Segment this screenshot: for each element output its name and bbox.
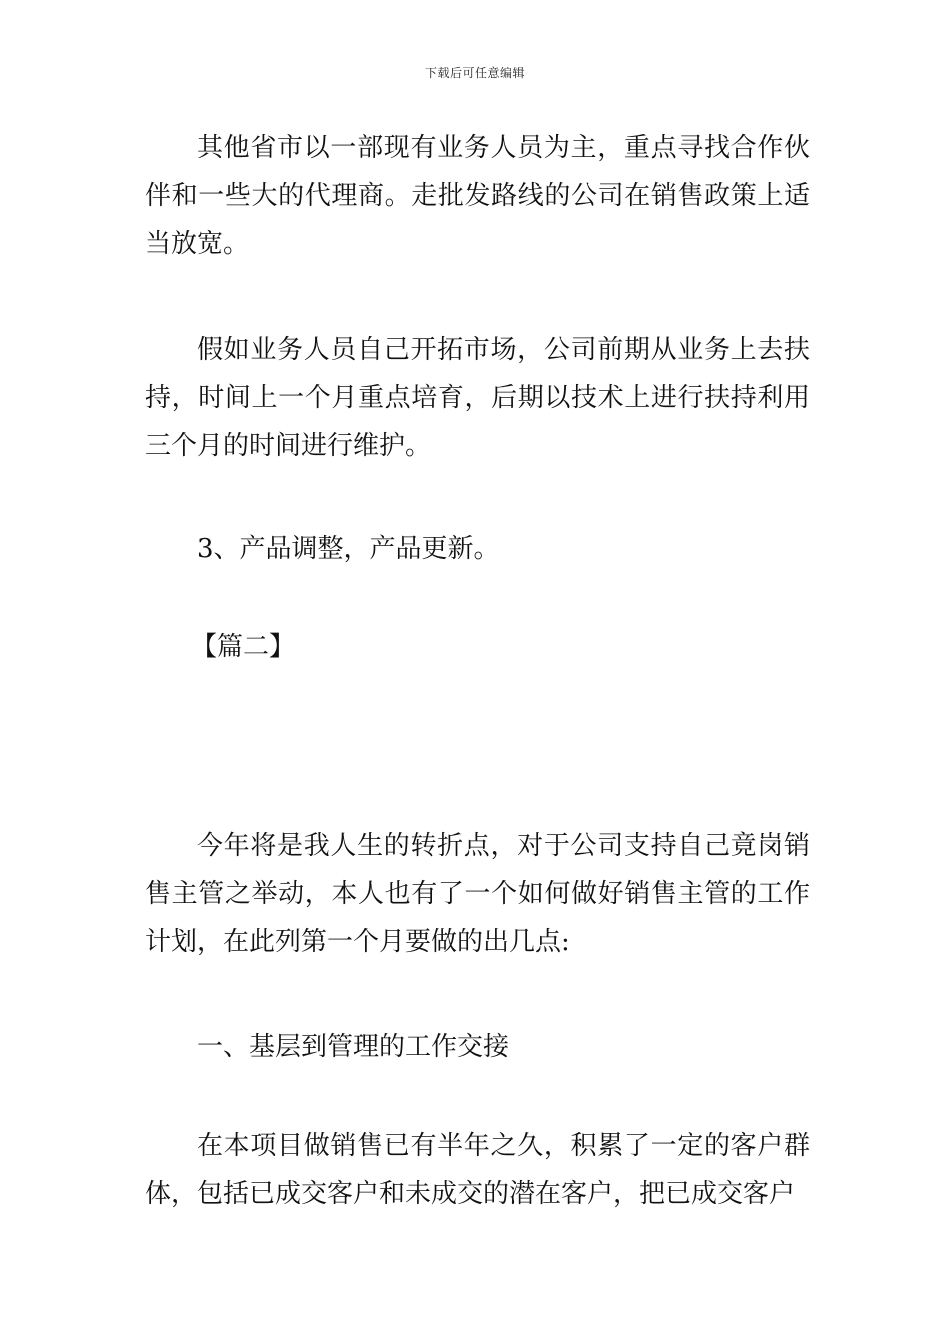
section-heading-part-two: 【篇二】 xyxy=(191,632,296,662)
paragraph-handover-heading: 一、基层到管理的工作交接 xyxy=(197,1032,510,1062)
page-header: 下载后可任意编辑 xyxy=(424,66,525,80)
paragraph-sales-policy: 其他省市以一部现有业务人员为主，重点寻找合作伙伴和一些大的代理商。走批发路线的公司在销售政策上适当放宽。 xyxy=(145,133,810,259)
paragraph-market-support: 假如业务人员自己开拓市场，公司前期从业务上去扶持，时间上一个月重点培育，后期以技术上进行扶持利用三个月的时间进行维护。 xyxy=(145,335,810,461)
paragraph-turning-point: 今年将是我人生的转折点，对于公司支持自己竟岗销售主管之举动，本人也有了一个如何做好销售主管的工作计划，在此列第一个月要做的出几点: xyxy=(145,831,810,957)
paragraph-product-update: 3、产品调整，产品更新。 xyxy=(197,534,500,564)
paragraph-customer-base: 在本项目做销售已有半年之久，积累了一定的客户群体，包括已成交客户和未成交的潜在客户，把已成交客户 xyxy=(145,1131,810,1209)
